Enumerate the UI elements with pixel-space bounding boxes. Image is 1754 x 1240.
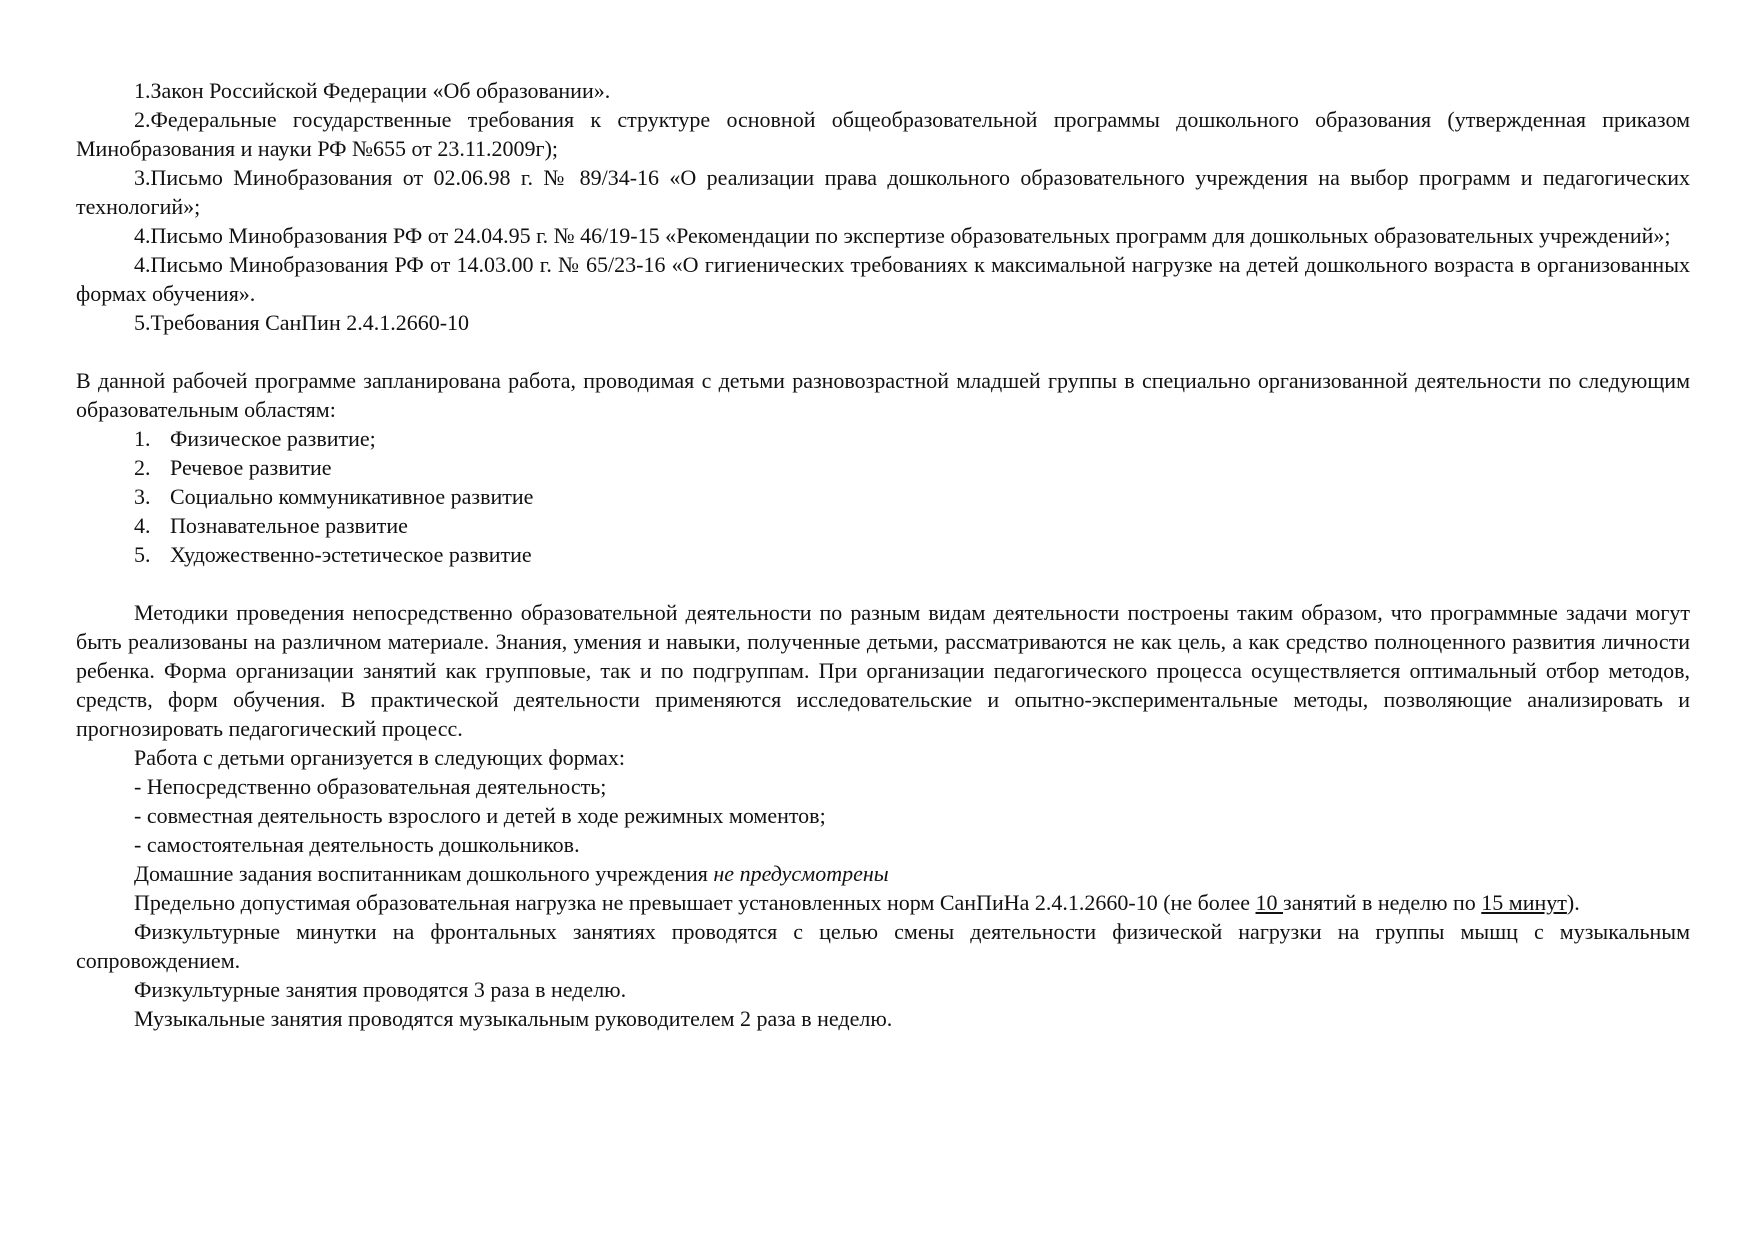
physical-classes-paragraph: Физкультурные занятия проводятся 3 раза в неделю.	[134, 977, 627, 1002]
list-item	[76, 424, 1690, 453]
homework-paragraph	[76, 859, 1690, 888]
list-item: - Непосредственно образовательная деятельность;	[134, 774, 607, 799]
list-item	[76, 453, 1690, 482]
load-text-after: ).	[1566, 890, 1580, 915]
legal-item: 2.Федеральные государственные требования к структуре основной общеобразовательной программы дошкольного образования (утвержденная приказом Минобразования и науки РФ №655 от 23.11.2009г);	[76, 107, 1690, 161]
educational-areas-list	[76, 424, 1690, 569]
list-item: - самостоятельная деятельность дошкольников.	[134, 832, 580, 857]
fizminutki-paragraph: Физкультурные минутки на фронтальных занятиях проводятся с целью смены деятельности физической нагрузки на группы мышц с музыкальным сопровождением.	[76, 919, 1690, 973]
list-number: 4.	[134, 513, 151, 538]
list-item	[76, 511, 1690, 540]
list-number: 5.	[134, 542, 151, 567]
list-item	[76, 482, 1690, 511]
forms-intro: Работа с детьми организуется в следующих формах:	[134, 745, 625, 770]
load-text-middle: занятий в неделю по	[1283, 890, 1482, 915]
music-classes-paragraph: Музыкальные занятия проводятся музыкальным руководителем 2 раза в неделю.	[134, 1006, 893, 1031]
legal-item: 5.Требования СанПин 2.4.1.2660-10	[134, 310, 470, 335]
list-item	[76, 540, 1690, 569]
list-text: Физическое развитие;	[170, 426, 376, 451]
homework-text: Домашние задания воспитанникам дошкольного учреждения	[134, 861, 714, 886]
legal-item: 1.Закон Российской Федерации «Об образовании».	[134, 78, 611, 103]
list-number: 2.	[134, 455, 151, 480]
load-duration: 15 минут	[1481, 890, 1567, 915]
legal-basis-list	[76, 76, 1690, 337]
legal-item: 4.Письмо Минобразования РФ от 24.04.95 г. № 46/19-15 «Рекомендации по экспертизе образовательных программ для дошкольных образовательных учреждений»;	[134, 223, 1671, 248]
legal-item: 4.Письмо Минобразования РФ от 14.03.00 г. № 65/23-16 «О гигиенических требованиях к максимальной нагрузке на детей дошкольного возраста в организованных формах обучения».	[76, 252, 1690, 306]
load-paragraph	[76, 888, 1690, 917]
list-text: Познавательное развитие	[170, 513, 408, 538]
list-text: Художественно-эстетическое развитие	[170, 542, 532, 567]
list-text: Речевое развитие	[170, 455, 332, 480]
work-forms-list	[76, 772, 1690, 859]
document-page	[76, 76, 1690, 1033]
legal-item: 3.Письмо Минобразования от 02.06.98 г. № 89/34-16 «О реализации права дошкольного образовательного учреждения на выбор программ и педагогических технологий»;	[76, 165, 1690, 219]
list-item: - совместная деятельность взрослого и детей в ходе режимных моментов;	[134, 803, 826, 828]
homework-emphasis: не предусмотрены	[713, 861, 889, 886]
list-number: 1.	[134, 426, 151, 451]
load-count: 10	[1255, 890, 1283, 915]
list-number: 3.	[134, 484, 151, 509]
load-text-before: Предельно допустимая образовательная нагрузка не превышает установленных норм СанПиНа 2.4.1.2660-10 (не более	[134, 890, 1256, 915]
spacer	[76, 337, 1690, 366]
program-intro-paragraph: В данной рабочей программе запланирована работа, проводимая с детьми разновозрастной младшей группы в специально организованной деятельности по следующим образовательным областям:	[76, 368, 1690, 422]
spacer	[76, 569, 1690, 598]
methods-paragraph: Методики проведения непосредственно образовательной деятельности по разным видам деятельности построены таким образом, что программные задачи могут быть реализованы на различном материале. Знания, умения и навыки, полученные детьми, рассматриваются не как цель, а как средство полноценного развития личности ребенка. Форма организации занятий как групповые, так и по подгруппам. При организации педагогического процесса осуществляется оптимальный отбор методов, средств, форм обучения. В практической деятельности применяются исследовательские и опытно-экспериментальные методы, позволяющие анализировать и прогнозировать педагогический процесс.	[76, 600, 1690, 741]
list-text: Социально коммуникативное развитие	[170, 484, 534, 509]
